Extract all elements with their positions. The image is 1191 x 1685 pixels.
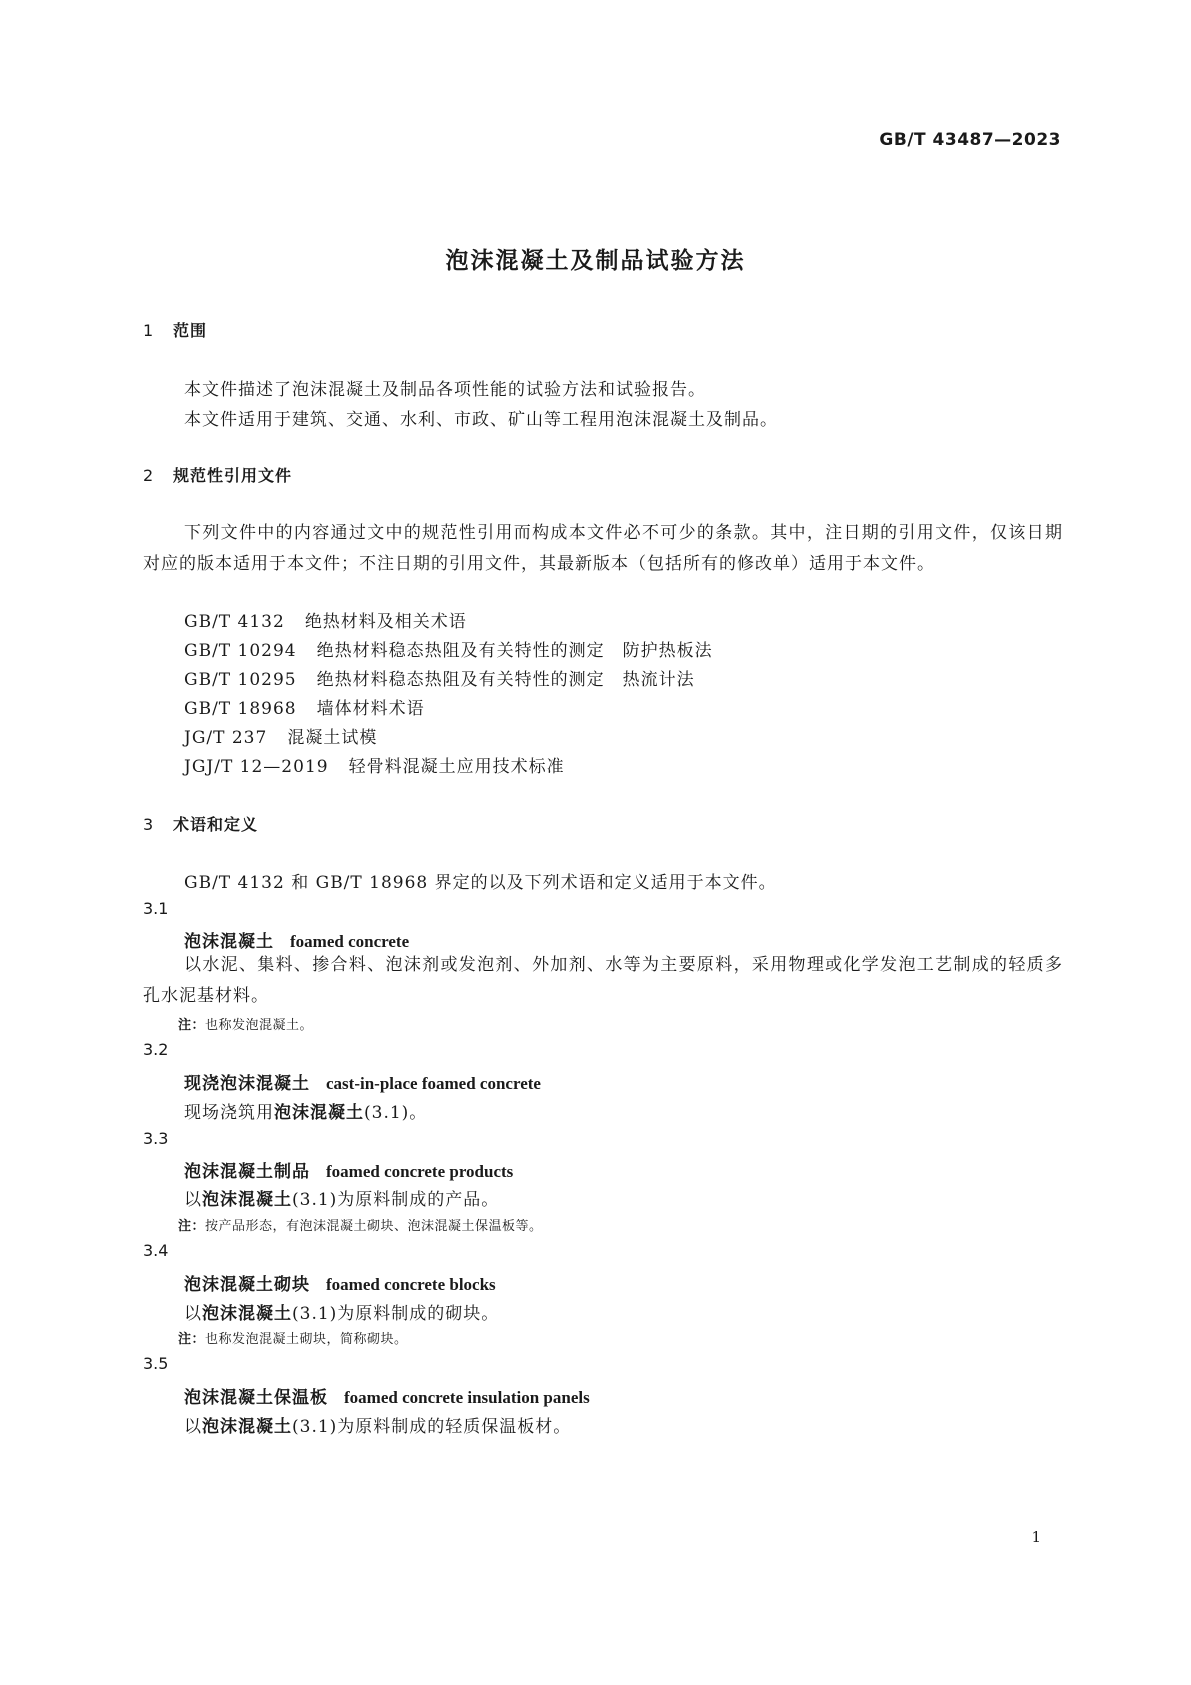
reference-code: GB/T 10294 [184,641,297,661]
clause-number: 3.4 [143,1241,169,1260]
reference-title: 混凝土试模 [287,728,378,748]
term-reference: 泡沫混凝土 [202,1304,292,1324]
definition-text: (3.1)为原料制成的砌块。 [292,1304,500,1324]
note-text: 也称发泡混凝土砌块，简称砌块。 [205,1332,408,1347]
section-1-heading [143,318,207,341]
reference-item [184,694,425,719]
note-label: 注： [178,1332,206,1347]
term-definition: 以水泥、集料、掺合料、泡沫剂或发泡剂、外加剂、水等为主要原料，采用物理或化学发泡工艺制成的轻质多孔水泥基材料。 [143,955,1063,1006]
term-note [178,1328,408,1347]
term-heading [184,1069,541,1094]
term-heading [184,1157,513,1182]
term-definition [184,1412,571,1437]
section-title: 规范性引用文件 [173,466,293,485]
section-1-paragraph-1: 本文件描述了泡沫混凝土及制品各项性能的试验方法和试验报告。 [184,380,706,400]
standard-number: GB/T 43487—2023 [879,130,1061,150]
term-note [178,1014,313,1033]
term-en: cast-in-place foamed concrete [326,1074,541,1093]
clause-number: 3.5 [143,1354,169,1373]
reference-title: 轻骨料混凝土应用技术标准 [348,757,565,777]
definition-text: (3.1)为原料制成的产品。 [292,1190,500,1210]
reference-code: JGJ/T 12—2019 [184,757,329,777]
term-reference: 泡沫混凝土 [202,1190,292,1210]
note-label: 注： [178,1018,206,1033]
term-definition [184,1299,499,1324]
term-zh: 泡沫混凝土 [184,932,274,952]
reference-code: JG/T 237 [184,728,268,748]
clause-number: 3.2 [143,1040,169,1059]
term-zh: 泡沫混凝土砌块 [184,1275,310,1295]
note-label: 注： [178,1219,206,1234]
definition-text: 以 [184,1417,202,1437]
reference-title: 墙体材料术语 [316,699,425,719]
page-number: 1 [1031,1528,1041,1546]
section-3-heading [143,812,258,835]
reference-title: 绝热材料及相关术语 [304,612,467,632]
definition-text: 现场浇筑用 [184,1103,274,1123]
term-reference: 泡沫混凝土 [274,1103,364,1123]
term-heading [184,1383,590,1408]
reference-title: 绝热材料稳态热阻及有关特性的测定 防护热板法 [316,641,713,661]
definition-text: (3.1)为原料制成的轻质保温板材。 [292,1417,572,1437]
reference-code: GB/T 10295 [184,670,297,690]
reference-title: 绝热材料稳态热阻及有关特性的测定 热流计法 [316,670,695,690]
term-zh: 泡沫混凝土保温板 [184,1388,328,1408]
term-definition [184,1098,427,1123]
term-zh: 现浇泡沫混凝土 [184,1074,310,1094]
clause-number: 3.3 [143,1129,169,1148]
term-en: foamed concrete [290,932,410,951]
section-3-intro: GB/T 4132 和 GB/T 18968 界定的以及下列术语和定义适用于本文件。 [184,873,777,893]
reference-code: GB/T 18968 [184,699,297,719]
section-title: 术语和定义 [173,815,259,834]
section-title: 范围 [173,321,208,340]
reference-code: GB/T 4132 [184,612,285,632]
section-2-heading [143,463,292,486]
note-text: 也称发泡混凝土。 [205,1018,314,1033]
section-number: 1 [143,321,155,340]
term-heading [184,1270,496,1295]
definition-text: 以 [184,1190,202,1210]
term-en: foamed concrete products [326,1162,514,1181]
reference-item [184,752,565,777]
term-en: foamed concrete insulation panels [344,1388,590,1407]
section-2-intro: 下列文件中的内容通过文中的规范性引用而构成本文件必不可少的条款。其中，注日期的引用文件，仅该日期对应的版本适用于本文件；不注日期的引用文件，其最新版本（包括所有的修改单）适用于本文件。 [143,523,1063,574]
definition-text: (3.1)。 [364,1103,428,1123]
reference-item [184,636,713,661]
section-number: 3 [143,815,155,834]
section-number: 2 [143,466,155,485]
term-reference: 泡沫混凝土 [202,1417,292,1437]
section-1-paragraph-2: 本文件适用于建筑、交通、水利、市政、矿山等工程用泡沫混凝土及制品。 [184,410,778,430]
term-note [178,1215,543,1234]
term-en: foamed concrete blocks [326,1275,496,1294]
reference-item [184,607,467,632]
term-heading [184,927,409,952]
reference-item [184,723,377,748]
document-title: 泡沫混凝土及制品试验方法 [445,248,746,274]
term-zh: 泡沫混凝土制品 [184,1162,310,1182]
term-definition [184,1185,499,1210]
note-text: 按产品形态，有泡沫混凝土砌块、泡沫混凝土保温板等。 [205,1219,543,1234]
definition-text: 以 [184,1304,202,1324]
clause-number: 3.1 [143,899,169,918]
reference-item [184,665,695,690]
